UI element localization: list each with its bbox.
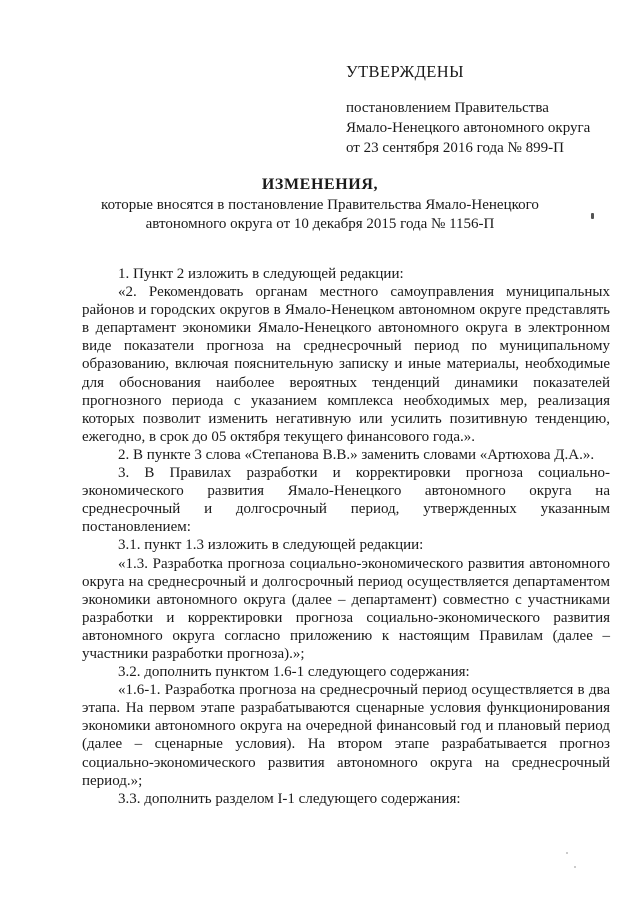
approval-title: УТВЕРЖДЕНЫ bbox=[346, 62, 464, 81]
document-body bbox=[82, 265, 610, 808]
paragraph-item-2: 2. В пункте 3 слова «Степанова В.В.» заменить словами «Артюхова Д.А.». bbox=[118, 446, 595, 463]
document-subtitle-line: которые вносятся в постановление Правительства Ямало-Ненецкого bbox=[101, 197, 539, 213]
approval-line: от 23 сентября 2016 года № 899-П bbox=[346, 140, 564, 156]
document-title: ИЗМЕНЕНИЯ, bbox=[261, 176, 379, 193]
paragraph-item-3-2: 3.2. дополнить пунктом 1.6-1 следующего содержания: bbox=[118, 664, 470, 681]
scan-dot bbox=[574, 866, 576, 868]
approval-line: постановлением Правительства bbox=[346, 100, 549, 116]
document-subtitle-line: автономного округа от 10 декабря 2015 года № 1156-П bbox=[145, 216, 495, 232]
approval-line: Ямало-Ненецкого автономного округа bbox=[346, 120, 591, 136]
paragraph-quote-1-3: «1.3. Разработка прогноза социально-экономического развития автономного округа на среднесрочный и долгосрочный период осуществляется департаментом экономики автономного округа (далее – департамент) совместно с участниками разработки и корректировки прогноза социально-экономического развития автономного округа согласно приложению к настоящим Правилам (далее – участники разработки прогноза).»; bbox=[82, 555, 610, 662]
paragraph-item-1: 1. Пункт 2 изложить в следующей редакции: bbox=[118, 266, 404, 282]
paragraph-item-3-3: 3.3. дополнить разделом I-1 следующего содержания: bbox=[118, 790, 461, 807]
paragraph-item-3: 3. В Правилах разработки и корректировки прогноза социально-экономического развития Ямало-Ненецкого автономного округа на среднесрочный и долгосрочный период, утвержденных указанным постановлением: bbox=[82, 465, 610, 536]
paragraph-item-3-1: 3.1. пункт 1.3 изложить в следующей редакции: bbox=[118, 537, 424, 554]
document-heading bbox=[0, 174, 640, 234]
approval-block bbox=[346, 62, 616, 158]
scan-mark bbox=[591, 213, 594, 219]
scan-dot bbox=[566, 852, 568, 854]
paragraph-quote-1-6-1: «1.6-1. Разработка прогноза на среднесрочный период осуществляется в два этапа. На первом этапе разрабатываются сценарные условия функционирования экономики автономного округа на очередной финансовый год и плановый период (далее – сценарные условия). На втором этапе разрабатывается прогноз социально-экономического развития автономного округа на среднесрочный период.»; bbox=[82, 682, 610, 789]
paragraph-quote-2: «2. Рекомендовать органам местного самоуправления муниципальных районов и городских округов в Ямало-Ненецком автономном округе представлять в департамент экономики Ямало-Ненецкого автономного округа в электронном виде показатели прогноза на среднесрочный период по муниципальному образованию, включая пояснительную записку и иные материалы, необходимые для обоснования наиболее вероятных тенденций динамики показателей прогнозного периода с указанием комплекса необходимых мер, реализация которых позволит изменить негативную или усилить позитивную тенденцию, ежегодно, в срок до 05 октября текущего финансового года.». bbox=[82, 284, 610, 445]
